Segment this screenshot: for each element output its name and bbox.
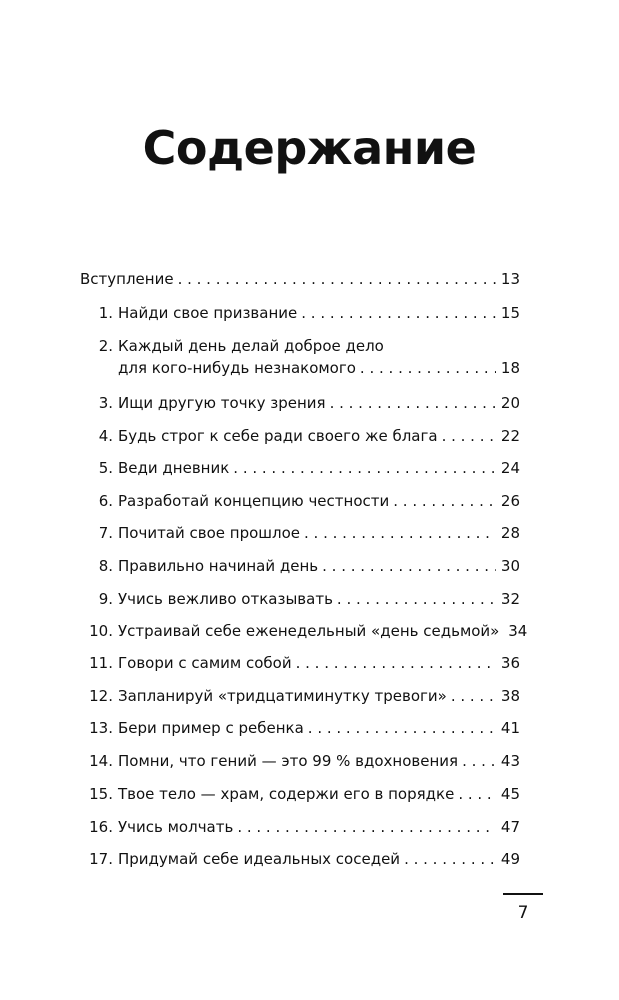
toc-entry-number: 9. [98, 590, 113, 608]
toc-entry[interactable] [80, 392, 520, 414]
toc-entry-number: 12. [89, 687, 113, 705]
toc-entry[interactable] [80, 685, 520, 707]
toc-entry-number: 10. [89, 622, 113, 640]
toc-entry-label: Придумай себе идеальных соседей [118, 850, 401, 868]
leader-dots [442, 425, 496, 447]
toc-entry-number: 16. [89, 818, 113, 836]
leader-dots [308, 717, 496, 739]
toc-page-number: 24 [500, 459, 520, 477]
toc-entry-number: 7. [98, 524, 113, 542]
toc-page-number: 18 [500, 359, 520, 377]
toc-entry-label: Твое тело — храм, содержи его в порядке [118, 785, 455, 803]
toc-entry-label: для кого-нибудь незнакомого [118, 359, 356, 377]
toc-entry[interactable] [80, 652, 520, 674]
toc-page-number: 34 [508, 622, 528, 640]
leader-dots [301, 302, 496, 324]
toc-entry-label: Почитай свое прошлое [118, 524, 300, 542]
toc-page-number: 36 [500, 654, 520, 672]
toc-entry-label: Говори с самим собой [118, 654, 292, 672]
toc-page-number: 30 [500, 557, 520, 575]
leader-dots [360, 357, 496, 379]
toc-entry[interactable] [80, 335, 520, 379]
toc-entry-number: 2. [98, 337, 113, 355]
toc-entry-label: Правильно начинай день [118, 557, 319, 575]
leader-dots [330, 392, 496, 414]
leader-dots [462, 750, 496, 772]
toc-entry-intro[interactable] [80, 268, 520, 290]
toc-entry[interactable] [80, 717, 520, 739]
toc-entry[interactable] [80, 750, 520, 772]
toc-entry-label: Учись молчать [118, 818, 234, 836]
toc-entry-number: 14. [89, 752, 113, 770]
toc-entry[interactable] [80, 816, 520, 838]
footer-rule [503, 893, 543, 895]
toc-entry[interactable] [80, 522, 520, 544]
toc-page-number: 47 [500, 818, 520, 836]
toc-page-number: 45 [500, 785, 520, 803]
leader-dots [322, 555, 496, 577]
leader-dots [178, 268, 496, 290]
leader-dots [451, 685, 496, 707]
toc-entry-number: 13. [89, 719, 113, 737]
toc-entry-label: Будь строг к себе ради своего же блага [118, 427, 438, 445]
leader-dots [233, 457, 496, 479]
toc-entry-number: 6. [98, 492, 113, 510]
toc-entry[interactable] [80, 457, 520, 479]
toc-entry-label: Веди дневник [118, 459, 230, 477]
toc-entry-number: 8. [98, 557, 113, 575]
toc-entry[interactable] [80, 490, 520, 512]
toc-entry[interactable] [80, 425, 520, 447]
toc-entry[interactable] [80, 848, 520, 870]
toc-entry-label: Учись вежливо отказывать [118, 590, 333, 608]
toc-entry[interactable] [80, 302, 520, 324]
toc-page-number: 43 [500, 752, 520, 770]
toc-page-number: 22 [500, 427, 520, 445]
toc-entry-label: Вступление [80, 270, 174, 288]
toc-entry-number: 15. [89, 785, 113, 803]
toc-page-number: 13 [500, 270, 520, 288]
toc-entry-label: Помни, что гений — это 99 % вдохновения [118, 752, 459, 770]
toc-page-number: 38 [500, 687, 520, 705]
toc-entry[interactable] [80, 588, 520, 610]
page-title: Содержание [142, 121, 477, 175]
leader-dots [237, 816, 496, 838]
toc-entry-label: Найди свое призвание [118, 304, 298, 322]
toc-page-number: 41 [500, 719, 520, 737]
leader-dots [404, 848, 496, 870]
toc-page-number: 32 [500, 590, 520, 608]
toc-entry-number: 5. [98, 459, 113, 477]
toc-entry-label-line1: Каждый день делай доброе дело [118, 337, 384, 355]
toc-entry[interactable] [80, 620, 528, 642]
toc-entry-number: 1. [98, 304, 113, 322]
leader-dots [393, 490, 496, 512]
toc-page-number: 49 [500, 850, 520, 868]
leader-dots [304, 522, 496, 544]
toc-page-number: 28 [500, 524, 520, 542]
toc-entry[interactable] [80, 555, 520, 577]
toc-entry-number: 4. [98, 427, 113, 445]
toc-entry-label: Запланируй «тридцатиминутку тревоги» [118, 687, 447, 705]
folio-page-number: 7 [517, 903, 529, 923]
toc-entry-label: Ищи другую точку зрения [118, 394, 326, 412]
toc-entry-label: Разработай концепцию честности [118, 492, 390, 510]
toc-entry-number: 11. [89, 654, 113, 672]
toc-page-number: 20 [500, 394, 520, 412]
toc-entry[interactable] [80, 783, 520, 805]
toc-page-number: 15 [500, 304, 520, 322]
toc-entry-number: 3. [98, 394, 113, 412]
leader-dots [296, 652, 496, 674]
toc-entry-label: Устраивай себе еженедельный «день седьмой» [118, 622, 500, 640]
toc-entry-label: Бери пример с ребенка [118, 719, 304, 737]
leader-dots [458, 783, 496, 805]
toc-entry-number: 17. [89, 850, 113, 868]
leader-dots [337, 588, 496, 610]
toc-page-number: 26 [500, 492, 520, 510]
